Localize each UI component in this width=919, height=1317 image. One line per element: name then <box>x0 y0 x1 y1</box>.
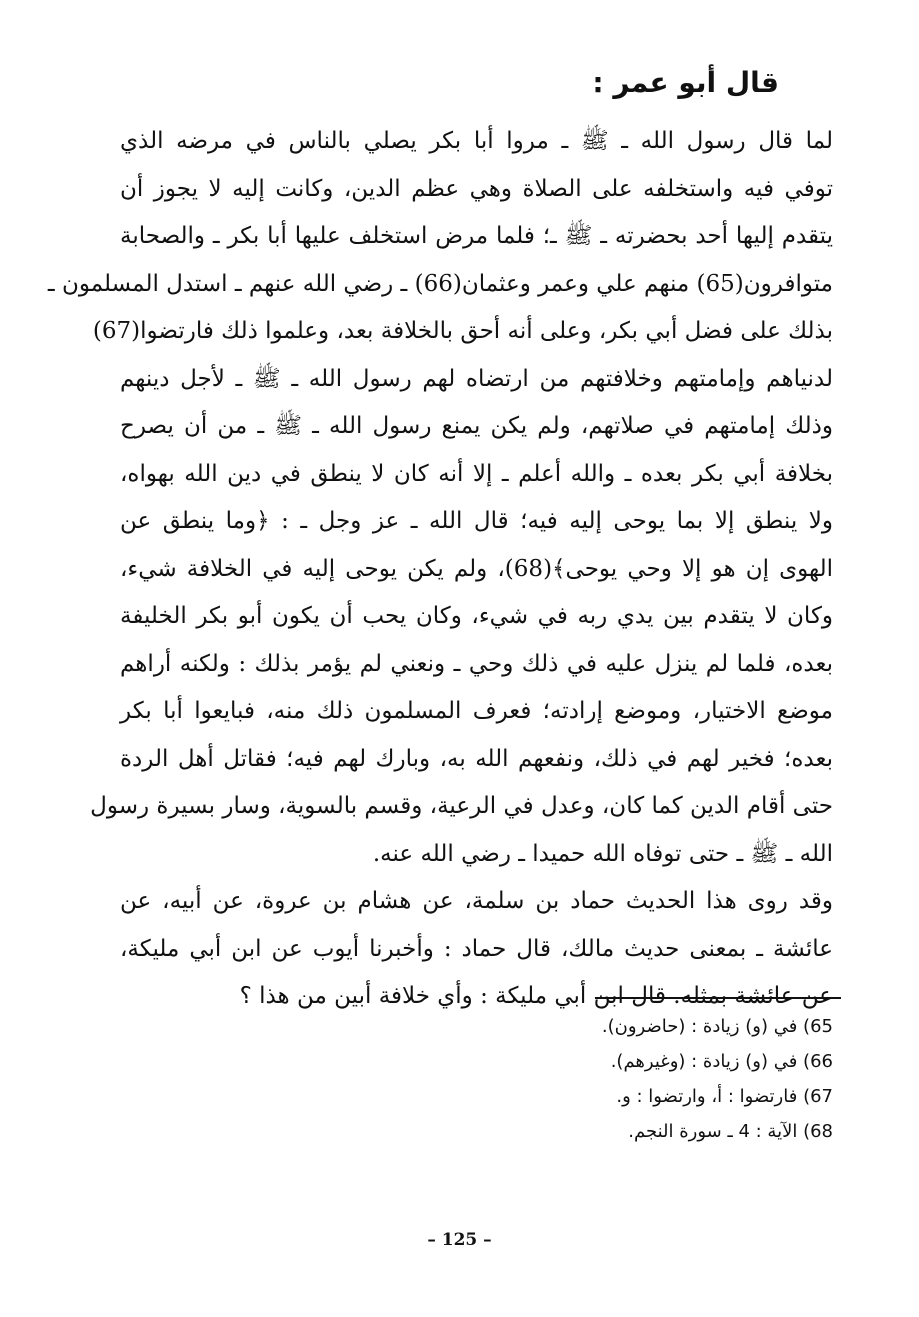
body-line: بخلافة أبي بكر بعده ـ والله أعلم ـ إلا أنه كان لا ينطق في دين الله بهواه، <box>120 460 833 487</box>
body-line: الهوى إن هو إلا وحي يوحى﴾(68)، ولم يكن يوحى إليه في الخلافة شيء، <box>120 555 834 582</box>
body-line: يتقدم إليها أحد بحضرته ـ ﷺ ـ؛ فلما مرض استخلف عليها أبا بكر ـ والصحابة <box>120 223 833 249</box>
body-line: موضع الاختيار، وموضع إرادته؛ فعرف المسلمون ذلك منه، فبايعوا أبا بكر <box>120 698 833 724</box>
body-line: توفي فيه واستخلفه على الصلاة وهي عظم الدين، وكانت إليه لا يجوز أن <box>120 175 833 202</box>
body-line: لما قال رسول الله ـ ﷺ ـ مروا أبا بكر يصلي بالناس في مرضه الذي <box>120 128 833 154</box>
footnote-divider <box>595 997 841 999</box>
body-line: عائشة ـ بمعنى حديث مالك، قال حماد : وأخبرنا أيوب عن ابن أبي مليكة، <box>120 935 833 962</box>
body-line: بعده؛ فخير لهم في ذلك، ونفعهم الله به، وبارك لهم فيه؛ فقاتل أهل الردة <box>120 745 833 772</box>
body-line: وقد روى هذا الحديث حماد بن سلمة، عن هشام بن عروة، عن أبيه، عن <box>120 888 834 914</box>
body-text <box>47 118 834 1021</box>
body-line: وكان لا يتقدم بين يدي ربه في شيء، وكان يحب أن يكون أبو بكر الخليفة <box>120 603 833 629</box>
section-heading: قال أبو عمر : <box>592 66 779 99</box>
body-line: وذلك إمامتهم في صلاتهم، ولم يكن يمنع رسول الله ـ ﷺ ـ من أن يصرح <box>120 413 833 439</box>
body-line: لدنياهم وإمامتهم وخلافتهم من ارتضاه لهم رسول الله ـ ﷺ ـ لأجل دينهم <box>120 365 833 392</box>
body-line: بعده، فلما لم ينزل عليه في ذلك وحي ـ ونعني لم يؤمر بذلك : ولكنه أراهم <box>120 650 833 677</box>
body-line: ولا ينطق إلا بما يوحى إليه فيه؛ قال الله ـ عز وجل ـ : ﴿وما ينطق عن <box>120 508 833 534</box>
body-line: عن عائشة بمثله. قال ابن أبي مليكة : وأي خلافة أبين من هذا ؟ <box>239 983 833 1009</box>
body-line: متوافرون(65) منهم علي وعمر وعثمان(66) ـ رضي الله عنهم ـ استدل المسلمون ـ <box>47 270 833 297</box>
body-line: بذلك على فضل أبي بكر، وعلى أنه أحق بالخلافة بعد، وعلموا ذلك فارتضوا(67) <box>92 318 833 344</box>
body-line: حتى أقام الدين كما كان، وعدل في الرعية، وقسم بالسوية، وسار بسيرة رسول <box>90 793 833 819</box>
footnote: 67) فارتضوا : أ، وارتضوا : و. <box>616 1086 833 1107</box>
body-line: الله ـ ﷺ ـ حتى توفاه الله حميدا ـ رضي الله عنه. <box>372 840 833 867</box>
page-number: – 125 – <box>427 1230 492 1250</box>
footnotes <box>602 1009 833 1149</box>
footnote: 66) في (و) زيادة : (وغيرهم). <box>610 1051 833 1072</box>
footnote: 65) في (و) زيادة : (حاضرون). <box>601 1016 833 1037</box>
footnote: 68) الآية : 4 ـ سورة النجم. <box>628 1121 833 1142</box>
